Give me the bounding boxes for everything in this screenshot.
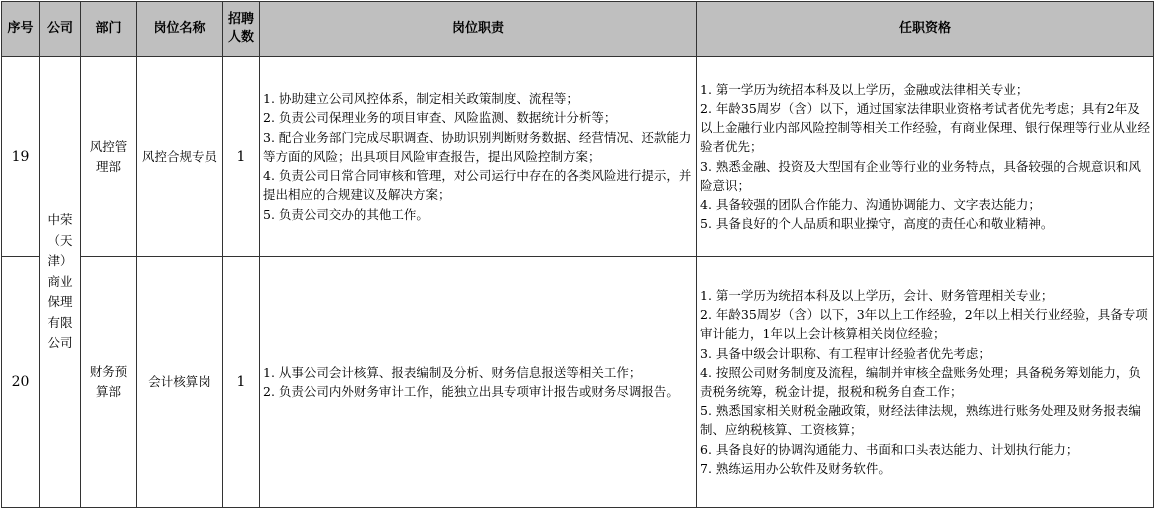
row-seq: 19 [2, 57, 40, 257]
duty-item: 5. 负责公司交办的其他工作。 [263, 206, 429, 222]
row-seq: 20 [2, 257, 40, 508]
table-row [2, 57, 1154, 257]
row-qualifications [697, 257, 1154, 508]
qualification-item: 5. 具备良好的个人品质和职业操守，高度的责任心和敬业精神。 [700, 216, 1054, 232]
row-count: 1 [223, 257, 260, 508]
row-count: 1 [223, 57, 260, 257]
table-row [2, 257, 1154, 508]
duty-item: 1. 协助建立公司风控体系，制定相关政策制度、流程等； [263, 91, 579, 107]
company-cell: 中荣（天津）商业保理有限公司 [40, 57, 81, 508]
header-seq: 序号 [2, 2, 40, 57]
duty-item: 3. 配合业务部门完成尽职调查、协助识别判断财务数据、经营情况、还款能力等方面的风险；出具项目风险审查报告，提出风险控制方案； [263, 129, 692, 164]
qualification-item: 3. 熟悉金融、投资及大型国有企业等行业的业务特点，具备较强的合规意识和风险意识； [700, 158, 1141, 193]
duty-item: 4. 负责公司日常合同审核和管理，对公司运行中存在的各类风险进行提示，并提出相应的合规建议及解决方案； [263, 168, 692, 203]
duty-item: 2. 负责公司内外财务审计工作，能独立出具专项审计报告或财务尽调报告。 [263, 384, 679, 399]
qualification-item: 1. 第一学历为统招本科及以上学历，会计、财务管理相关专业； [700, 287, 1054, 303]
row-qualifications [697, 57, 1154, 257]
qualification-item: 4. 按照公司财务制度及流程，编制并审核全盘账务处理；具备税务筹划能力，负责税务统筹，税金计提，报税和税务自查工作； [700, 364, 1141, 399]
qualification-item: 1. 第一学历为统招本科及以上学历，金融或法律相关专业； [700, 81, 1029, 97]
qualification-item: 2. 年龄35周岁（含）以下，通过国家法律职业资格考试者优先考虑；具有2年及以上金融行业内部风险控制等相关工作经验，有商业保理、银行保理等行业从业经验者优先； [700, 100, 1151, 155]
header-company: 公司 [40, 2, 81, 57]
qualification-item: 4. 具备较强的团队合作能力、沟通协调能力、文字表达能力； [700, 196, 1041, 212]
row-duties [260, 57, 697, 257]
header-dept: 部门 [81, 2, 137, 57]
qualification-item: 6. 具备良好的协调沟通能力、书面和口头表达能力、计划执行能力； [700, 441, 1079, 457]
duty-item: 2. 负责公司保理业务的项目审查、风险监测、数据统计分析等； [263, 110, 617, 126]
row-position: 会计核算岗 [137, 257, 223, 508]
row-dept: 财务预算部 [81, 257, 137, 508]
qualification-item: 2. 年龄35周岁（含）以下，3年以上工作经验，2年以上相关行业经验，具备专项审计能力，1年以上会计核算相关岗位经验； [700, 307, 1148, 342]
qualification-item: 5. 熟悉国家相关财税金融政策，财经法律法规，熟练进行账务处理及财务报表编制、应纳税核算、工资核算； [700, 403, 1141, 438]
qualification-item: 7. 熟练运用办公软件及财务软件。 [700, 460, 891, 476]
header-count: 招聘人数 [223, 2, 260, 57]
row-position: 风控合规专员 [137, 57, 223, 257]
header-row [2, 2, 1154, 57]
header-duties: 岗位职责 [260, 2, 697, 57]
qualification-item: 3. 具备中级会计职称、有工程审计经验者优先考虑； [700, 345, 991, 361]
header-position: 岗位名称 [137, 2, 223, 57]
duty-item: 1. 从事公司会计核算、报表编制及分析、财务信息报送等相关工作； [263, 364, 642, 380]
row-duties [260, 257, 697, 508]
recruitment-table [1, 1, 1154, 508]
header-qualifications: 任职资格 [697, 2, 1154, 57]
row-dept: 风控管理部 [81, 57, 137, 257]
